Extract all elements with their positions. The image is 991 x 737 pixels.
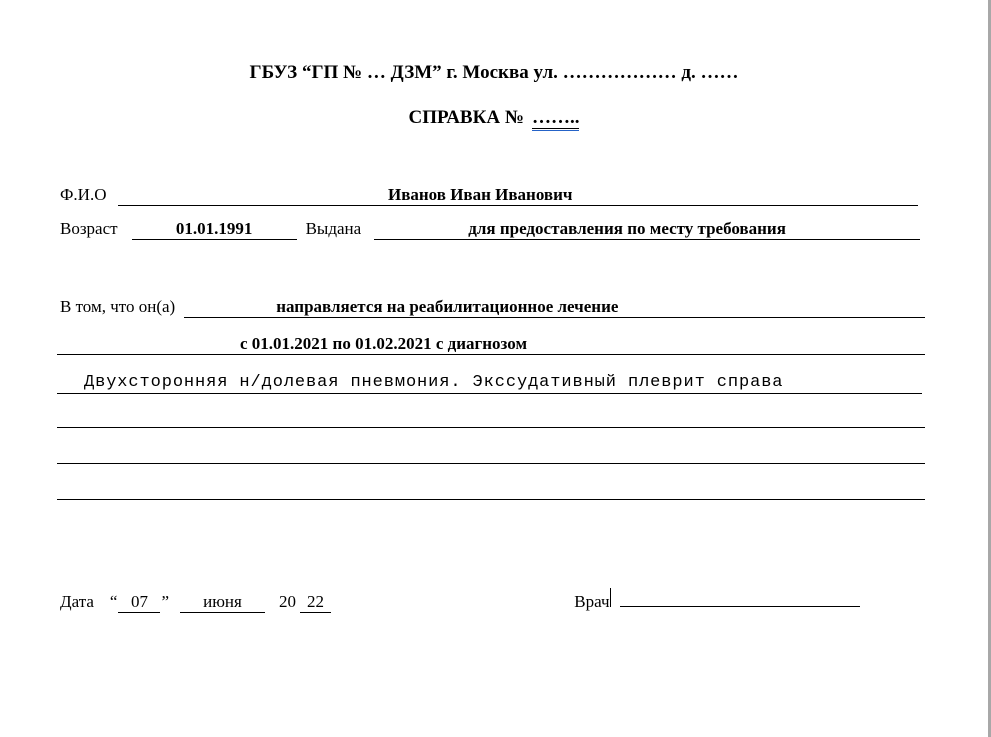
date-day-value: 07: [130, 592, 148, 611]
org-header-line: ГБУЗ “ГП № … ДЗМ” г. Москва ул. ……………… д. ……: [249, 62, 739, 83]
text-cursor: [610, 588, 612, 607]
quote-open: “: [109, 592, 118, 611]
issued-value: для предоставления по месту требования: [468, 219, 786, 238]
certificate-title-label: СПРАВКА №: [408, 107, 524, 128]
fio-value: Иванов Иван Иванович: [387, 185, 573, 204]
date-label: Дата: [60, 592, 94, 611]
age-field[interactable]: [132, 218, 297, 240]
age-label: Возраст: [60, 219, 118, 238]
quote-close: ”: [161, 592, 169, 611]
date-month-value: июня: [203, 592, 242, 611]
period-value: с 01.01.2021 по 01.02.2021 с диагнозом: [240, 334, 528, 353]
statement-field[interactable]: [184, 296, 925, 318]
certificate-number-field[interactable]: [532, 108, 580, 131]
fio-label: Ф.И.О: [60, 185, 107, 204]
diagnosis-value: Двухсторонняя н/долевая пневмония. Экссудативный плеврит справа: [84, 373, 784, 392]
date-day-field[interactable]: [118, 591, 160, 613]
statement-value: направляется на реабилитационное лечение: [276, 297, 619, 316]
year-prefix: 20: [278, 592, 296, 611]
statement-row: [60, 296, 925, 318]
date-doctor-row: [60, 588, 860, 613]
issued-label: Выдана: [305, 219, 362, 238]
diagnosis-row: [57, 370, 922, 394]
blank-line[interactable]: [57, 463, 925, 464]
fio-row: [60, 184, 918, 206]
blank-line[interactable]: [57, 499, 925, 500]
period-field[interactable]: [57, 333, 925, 355]
certificate-number-placeholder: ……..: [531, 107, 580, 128]
diagnosis-field[interactable]: [57, 372, 922, 394]
issued-field[interactable]: [374, 218, 920, 240]
statement-label: В том, что он(а): [60, 297, 176, 316]
certificate-title-row: [0, 107, 988, 131]
blank-line[interactable]: [57, 427, 925, 428]
date-year-value: 22: [306, 592, 324, 611]
doctor-label: Врач: [574, 592, 610, 611]
date-month-field[interactable]: [180, 591, 265, 613]
doctor-field[interactable]: [620, 606, 860, 607]
fio-field[interactable]: [118, 184, 918, 206]
date-year-field[interactable]: [300, 591, 331, 613]
age-issued-row: [60, 218, 920, 240]
period-row: [57, 333, 925, 355]
age-value: 01.01.1991: [175, 219, 253, 238]
